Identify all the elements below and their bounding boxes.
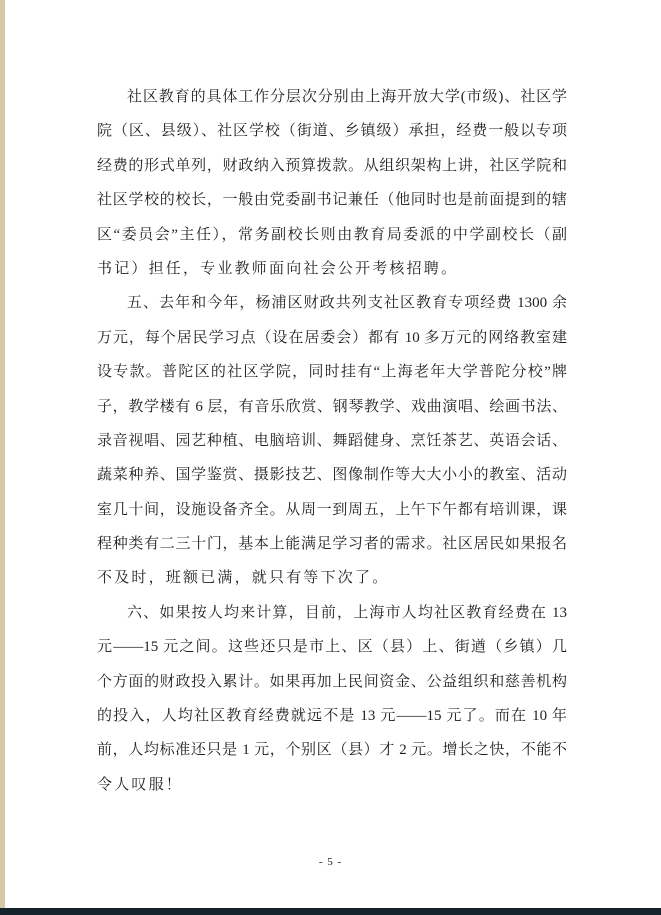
text-line: 万元，每个居民学习点（设在居委会）都有 10 多万元的网络教室建 xyxy=(97,329,567,346)
paragraph xyxy=(97,596,567,802)
text-line: 蔬菜种养、国学鉴赏、摄影技艺、图像制作等大大小小的教室、活动 xyxy=(97,467,567,484)
text-line: 社区学校的校长，一般由党委副书记兼任（他同时也是前面提到的辖 xyxy=(97,192,567,209)
text-line: 五、去年和今年，杨浦区财政共列支社区教育专项经费 1300 余 xyxy=(127,295,567,312)
document-body xyxy=(97,80,567,802)
text-line: 社区教育的具体工作分层次分别由上海开放大学(市级)、社区学 xyxy=(127,89,567,105)
text-line: 录音视唱、园艺种植、电脑培训、舞蹈健身、烹饪茶艺、英语会话、 xyxy=(97,432,567,449)
text-line: 个方面的财政投入累计。如果再加上民间资金、公益组织和慈善机构 xyxy=(97,673,567,690)
text-line: 子，教学楼有 6 层，有音乐欣赏、钢琴教学、戏曲演唱、绘画书法、 xyxy=(97,398,567,415)
page-number: - 5 - xyxy=(318,856,343,868)
bottom-bar xyxy=(0,908,661,915)
text-line: 设专款。普陀区的社区学院，同时挂有“上海老年大学普陀分校”牌 xyxy=(97,364,567,381)
text-line: 不及时，班额已满，就只有等下次了。 xyxy=(97,570,390,587)
text-line: 的投入，人均社区教育经费就远不是 13 元——15 元了。而在 10 年 xyxy=(97,708,567,725)
paragraph xyxy=(97,80,567,286)
text-line: 元——15 元之间。这些还只是市上、区（县）上、街遒（乡镇）几 xyxy=(97,639,567,656)
text-line: 区“委员会”主任），常务副校长则由教育局委派的中学副校长（副 xyxy=(97,226,567,243)
text-line: 院（区、县级）、社区学校（街道、乡镇级）承担，经费一般以专项 xyxy=(97,123,567,140)
text-line: 经费的形式单列，财政纳入预算拨款。从组织架构上讲，社区学院和 xyxy=(97,157,567,174)
text-line: 室几十间，设施设备齐全。从周一到周五，上午下午都有培训课，课 xyxy=(97,501,567,518)
scan-edge-strip xyxy=(0,0,5,915)
paragraph xyxy=(97,286,567,596)
text-line: 前，人均标准还只是 1 元，个别区（县）才 2 元。增长之快，不能不 xyxy=(97,742,567,759)
text-line: 程种类有二三十门，基本上能满足学习者的需求。社区居民如果报名 xyxy=(97,536,567,553)
text-line: 令人叹服！ xyxy=(97,776,184,793)
text-line: 书记）担任，专业教师面向社会公开考核招聘。 xyxy=(97,260,459,277)
text-line: 六、如果按人均来计算，目前，上海市人均社区教育经费在 13 xyxy=(127,604,567,621)
